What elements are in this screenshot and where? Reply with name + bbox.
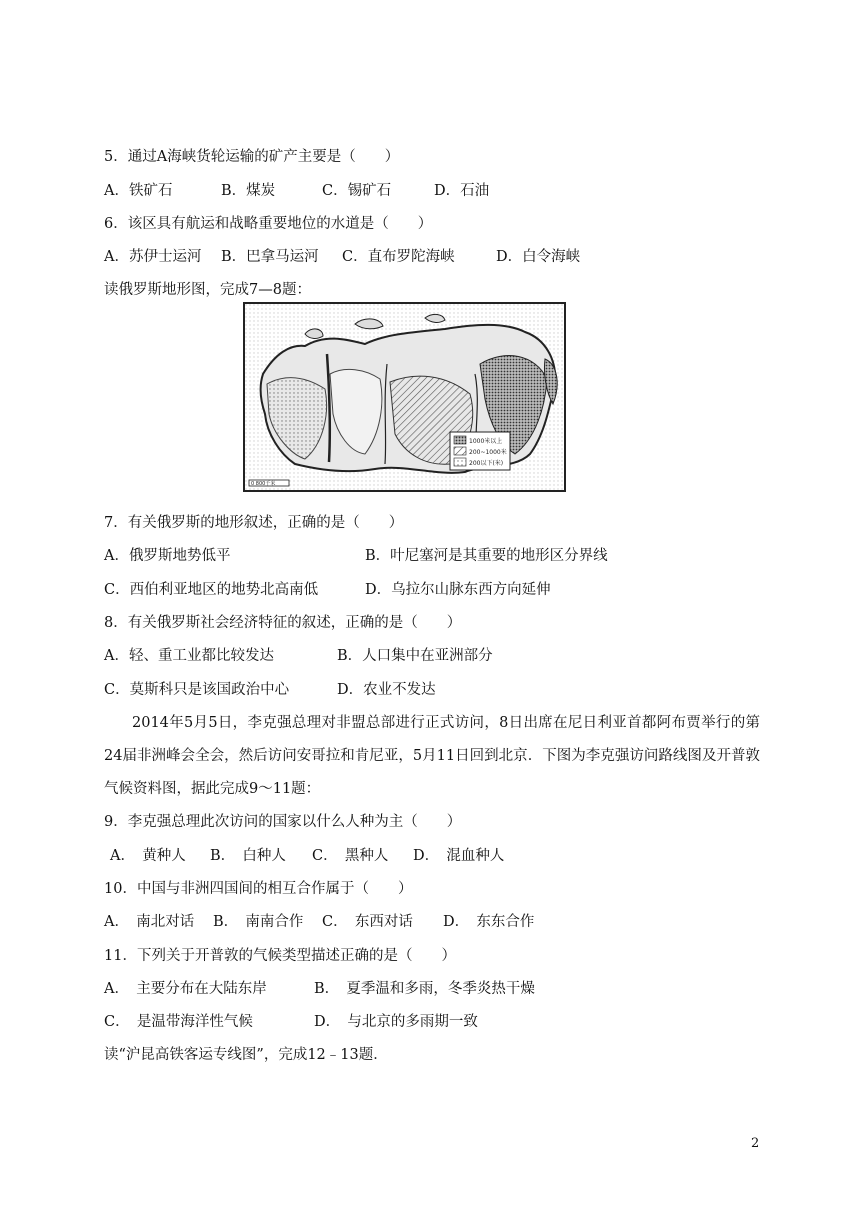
option-a: A． 南北对话 — [104, 914, 195, 930]
question-9-stem: 9．李克强总理此次访问的国家以什么人种为主（ ） — [104, 814, 462, 830]
option-c: C．锡矿石 — [322, 183, 392, 199]
question-7-options-row2 — [104, 580, 760, 600]
option-b: B． 夏季温和多雨，冬季炎热干燥 — [314, 981, 535, 997]
option-b: B．煤炭 — [221, 183, 276, 199]
option-d: D． 东东合作 — [443, 914, 535, 930]
intro-questions-12-13: 读“沪昆高铁客运专线图”，完成12﹣13题． — [104, 1047, 388, 1063]
question-9-options — [110, 846, 760, 866]
option-d: D．石油 — [434, 183, 490, 199]
legend-label-high: 1000米以上 — [469, 438, 503, 445]
option-d: D．白令海峡 — [496, 249, 581, 265]
question-11-stem: 11．下列关于开普敦的气候类型描述正确的是（ ） — [104, 948, 456, 964]
option-c: C．莫斯科只是该国政治中心 — [104, 682, 290, 698]
option-b: B．巴拿马运河 — [221, 249, 319, 265]
page-number: 2 — [751, 1136, 760, 1151]
question-6-stem: 6．该区具有航运和战略重要地位的水道是（ ） — [104, 216, 433, 232]
question-10-stem: 10．中国与非洲四国间的相互合作属于（ ） — [104, 881, 413, 897]
legend-label-mid: 200~1000米 — [469, 449, 507, 456]
option-d: D．农业不发达 — [337, 682, 436, 698]
question-11-options-row1 — [104, 979, 760, 999]
russia-map-illustration — [245, 304, 564, 490]
russia-terrain-map — [243, 302, 566, 492]
option-c: C． 黑种人 — [312, 848, 389, 864]
option-d: D．乌拉尔山脉东西方向延伸 — [365, 582, 551, 598]
question-8-options-row1 — [104, 646, 760, 666]
option-b: B．人口集中在亚洲部分 — [337, 648, 493, 664]
option-c: C． 是温带海洋性气候 — [104, 1014, 253, 1030]
option-c: C．西伯利亚地区的地势北高南低 — [104, 582, 319, 598]
option-b: B． 南南合作 — [213, 914, 304, 930]
question-7-options-row1 — [104, 546, 760, 566]
option-c: C． 东西对话 — [322, 914, 413, 930]
question-11-options-row2 — [104, 1012, 760, 1032]
legend-label-low: 200以下(米) — [469, 460, 504, 467]
option-d: D． 与北京的多雨期一致 — [314, 1014, 478, 1030]
question-8-options-row2 — [104, 680, 760, 700]
question-7-stem: 7．有关俄罗斯的地形叙述，正确的是（ ） — [104, 515, 404, 531]
map-scale-label: 0 800千米 — [251, 481, 276, 487]
question-5-options — [104, 181, 760, 201]
question-5-stem: 5．通过A海峡货轮运输的矿产主要是（ ） — [104, 149, 400, 165]
option-a: A． 主要分布在大陆东岸 — [104, 981, 267, 997]
question-10-options — [104, 912, 760, 932]
passage-text: 2014年5月5日，李克强总理对非盟总部进行正式访问，8日出席在尼日利亚首都阿布贾举行的第24届非洲峰会全会，然后访问安哥拉和肯尼亚，5月11日回到北京．下图为李克强访问路线图及开普敦气候资料图，据此完成9～11题： — [104, 715, 760, 797]
option-b: B．叶尼塞河是其重要的地形区分界线 — [365, 548, 608, 564]
question-6-options — [104, 247, 760, 267]
option-c: C．直布罗陀海峡 — [342, 249, 455, 265]
option-a: A． 黄种人 — [110, 848, 186, 864]
option-b: B． 白种人 — [210, 848, 286, 864]
passage-paragraph — [104, 707, 760, 806]
option-a: A．俄罗斯地势低平 — [104, 548, 231, 564]
question-8-stem: 8．有关俄罗斯社会经济特征的叙述，正确的是（ ） — [104, 615, 462, 631]
option-a: A．苏伊士运河 — [104, 249, 202, 265]
option-d: D． 混血种人 — [413, 848, 505, 864]
intro-questions-7-8: 读俄罗斯地形图，完成7—8题： — [104, 282, 311, 298]
option-a: A．轻、重工业都比较发达 — [104, 648, 274, 664]
option-a: A．铁矿石 — [104, 183, 173, 199]
